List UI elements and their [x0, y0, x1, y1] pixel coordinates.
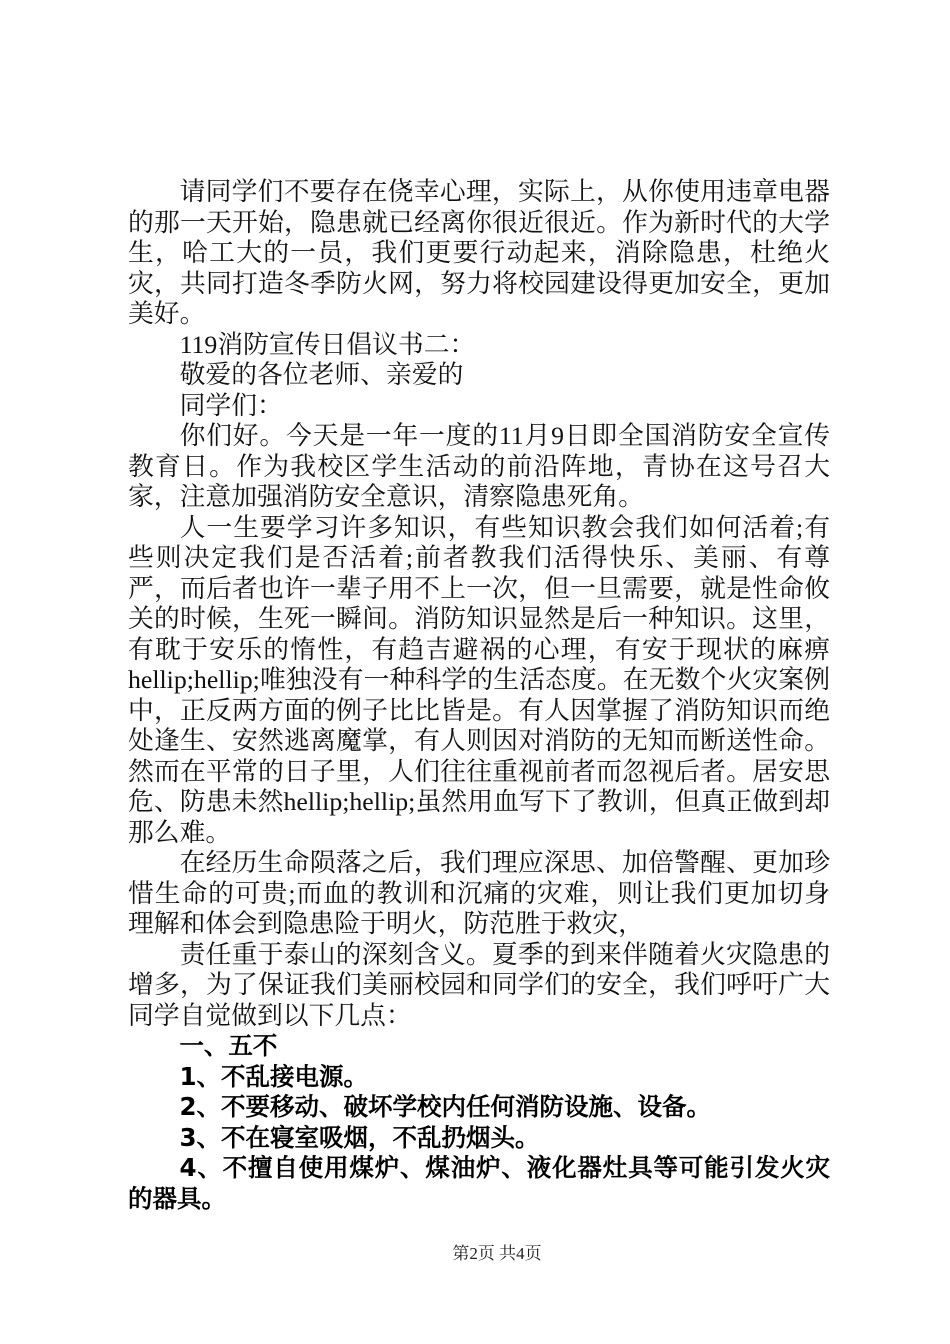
list-heading: 一、五不 [179, 1031, 278, 1060]
page-footer: 第2页 共4页 [452, 1244, 542, 1263]
paragraph-lessons: 在经历生命陨落之后，我们理应深思、加倍警醒、更加珍惜生命的可贵;而血的教训和沉痛的灾难，则让我们更加切身理解和体会到隐患险于明火，防范胜于救灾， [128, 848, 830, 938]
paragraph-greeting: 你们好。今天是一年一度的11月9日即全国消防安全宣传教育日。作为我校区学生活动的前沿阵地，青协在这号召大家，注意加强消防安全意识，清察隐患死角。 [128, 421, 830, 511]
paragraph-hazard-warning: 请同学们不要存在侥幸心理，实际上，从你使用违章电器的那一天开始，隐患就已经离你很近很近。作为新时代的大学生，哈工大的一员，我们更要行动起来，消除隐患，杜绝火灾，共同打造冬季防火网，努力将校园建设得更加安全，更加美好。 [128, 177, 830, 328]
list-item: 3、不在寝室吸烟，不乱扔烟头。 [179, 1122, 540, 1152]
salutation-students: 同学们： [179, 390, 283, 420]
five-nots-list [128, 1031, 830, 1214]
paragraph-fire-knowledge: 人一生要学习许多知识，有些知识教会我们如何活着;有些则决定我们是否活着;前者教我们活得快乐、美丽、有尊严，而后者也许一辈子用不上一次，但一旦需要，就是性命攸关的时候，生死一瞬间。消防知识显然是后一种知识。这里，有耽于安乐的惰性，有趋吉避祸的心理，有安于现状的麻痹hellip;hellip;唯独没有一种科学的生活态度。在无数个火灾案例中，正反两方面的例子比比皆是。有人因掌握了消防知识而绝处逢生、安然逃离魔掌，有人则因对消防的无知而断送性命。然而在平常的日子里，人们往往重视前者而忽视后者。居安思危、防患未然hellip;hellip;虽然用血写下了教训，但真正做到却那么难。 [128, 512, 830, 847]
list-item: 4、不擅自使用煤炉、煤油炉、液化器灶具等可能引发火灾的器具。 [128, 1153, 830, 1213]
proposal-title: 119消防宣传日倡议书二： [179, 329, 476, 359]
paragraph-responsibility: 责任重于泰山的深刻含义。夏季的到来伴随着火灾隐患的增多，为了保证我们美丽校园和同学们的安全，我们呼吁广大同学自觉做到以下几点： [128, 939, 830, 1030]
list-item: 1、不乱接电源。 [179, 1061, 368, 1091]
list-item: 2、不要移动、破坏学校内任何消防设施、设备。 [179, 1092, 711, 1121]
document-body [128, 177, 830, 1214]
salutation-teachers: 敬爱的各位老师、亲爱的 [179, 360, 464, 389]
